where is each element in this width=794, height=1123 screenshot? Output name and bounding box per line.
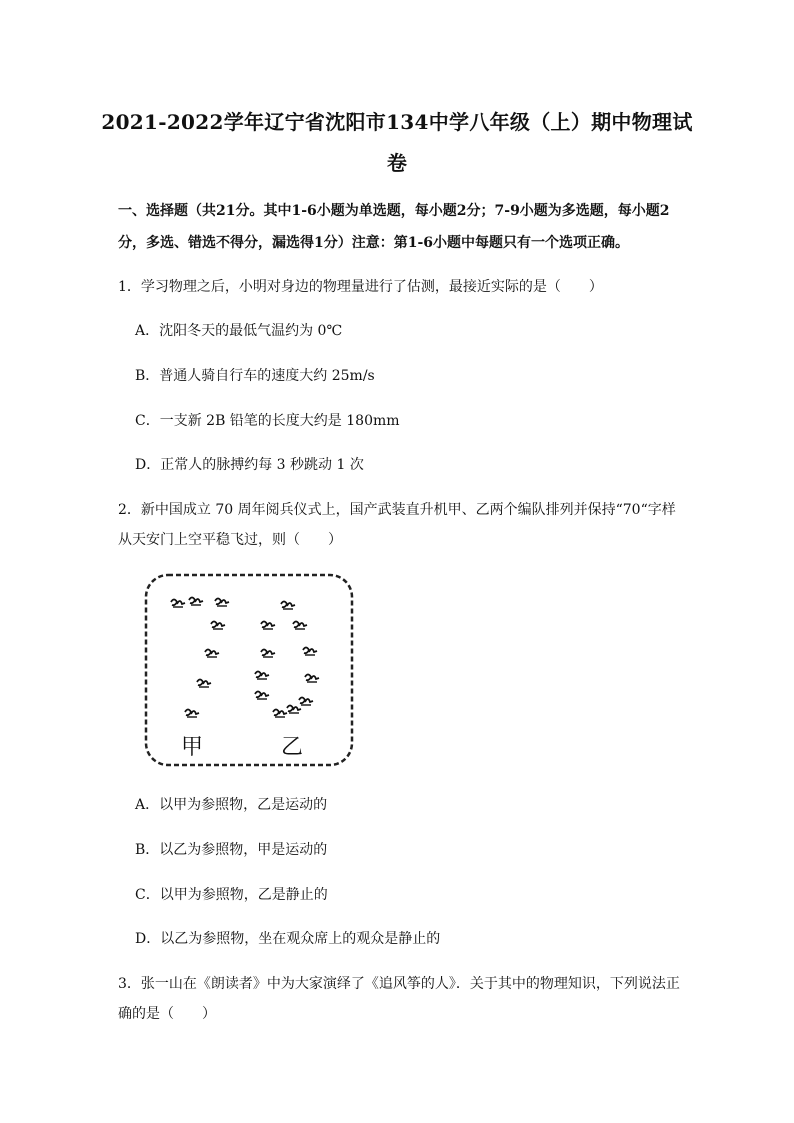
exam-title-line-1: 2021-2022学年辽宁省沈阳市134中学八年级（上）期中物理试 [101, 110, 693, 134]
helicopter-icon [303, 648, 317, 656]
helicopter-icon [273, 710, 287, 718]
question-2-stem-line-2: 从天安门上空平稳飞过，则（ ） [118, 532, 342, 548]
helicopter-icon [261, 650, 275, 658]
helicopter-icon [215, 599, 229, 607]
helicopter-icon [185, 710, 199, 718]
section-heading-line-1: 一、选择题（共21分。其中1-6小题为单选题，每小题2分；7-9小题为多选题，每小题2 [118, 203, 670, 219]
helicopter-icon [197, 680, 211, 688]
question-2-option-d: D．以乙为参照物，坐在观众席上的观众是静止的 [135, 931, 441, 947]
figure-label-jia: 甲 [181, 735, 204, 760]
helicopter-icon [281, 602, 295, 610]
helicopter-icon [189, 598, 203, 606]
helicopter-formation-figure [143, 572, 355, 768]
question-1-option-a: A．沈阳冬天的最低气温约为 0℃ [135, 323, 343, 339]
helicopter-icon [261, 622, 275, 630]
question-1-option-d: D．正常人的脉搏约每 3 秒跳动 1 次 [135, 457, 364, 473]
figure-label-yi: 乙 [281, 735, 304, 760]
question-3-stem-line-2: 确的是（ ） [118, 1006, 216, 1022]
formation-diagram [143, 572, 355, 768]
question-2-stem-line-1: 2．新中国成立 70 周年阅兵仪式上，国产武装直升机甲、乙两个编队排列并保持“70“字样 [118, 502, 676, 518]
helicopter-icon [255, 692, 269, 700]
helicopter-icons [171, 598, 319, 718]
question-2-option-c: C．以甲为参照物，乙是静止的 [135, 887, 328, 903]
helicopter-icon [293, 622, 307, 630]
helicopter-icon [211, 622, 225, 630]
question-3-stem-line-1: 3．张一山在《朗读者》中为大家演绎了《追风筝的人》．关于其中的物理知识，下列说法正 [118, 976, 680, 992]
helicopter-icon [205, 650, 219, 658]
question-2-option-a: A．以甲为参照物，乙是运动的 [135, 797, 328, 813]
helicopter-icon [287, 706, 301, 714]
question-1-option-b: B．普通人骑自行车的速度大约 25m/s [135, 368, 375, 384]
question-2-option-b: B．以乙为参照物，甲是运动的 [135, 842, 328, 858]
section-heading-line-2: 分，多选、错选不得分，漏选得1分）注意：第1-6小题中每题只有一个选项正确。 [118, 235, 630, 251]
question-1-stem: 1．学习物理之后，小明对身边的物理量进行了估测，最接近实际的是（ ） [118, 279, 603, 295]
helicopter-icon [255, 672, 269, 680]
helicopter-icon [305, 675, 319, 683]
helicopter-icon [299, 698, 313, 706]
question-1-option-c: C．一支新 2B 铅笔的长度大约是 180mm [135, 413, 400, 429]
helicopter-icon [171, 600, 185, 608]
exam-title-line-2: 卷 [386, 151, 408, 175]
